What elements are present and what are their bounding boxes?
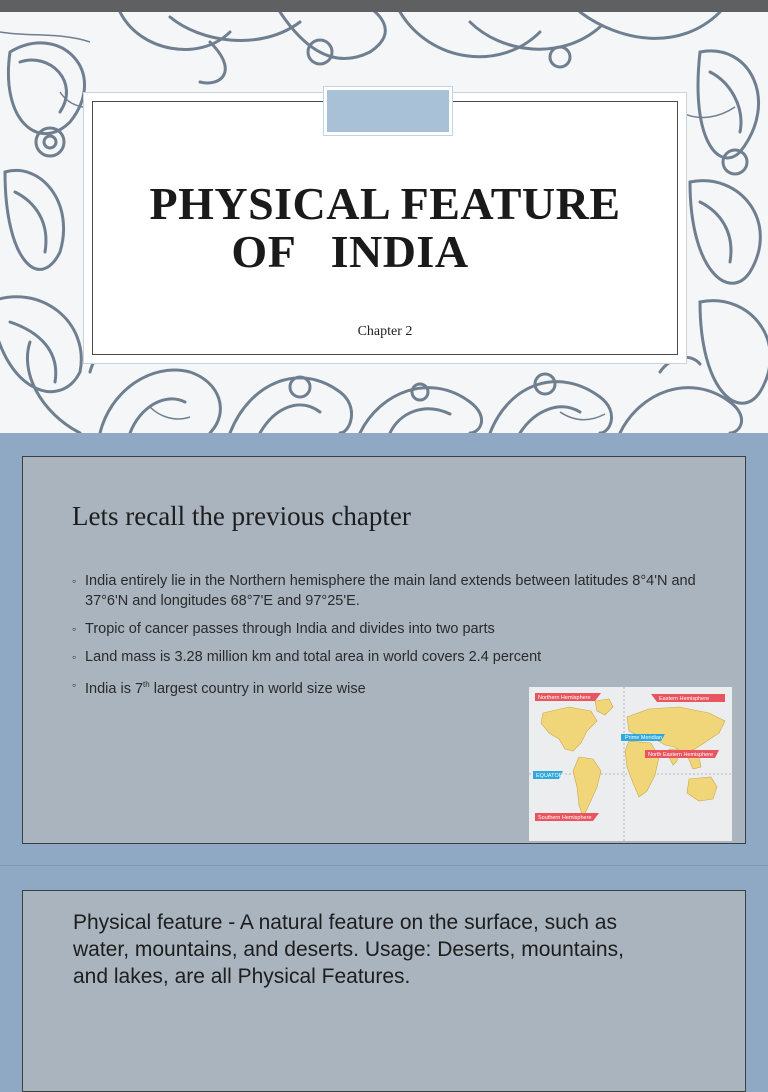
recall-slide [0, 433, 768, 865]
definition-content-box [22, 890, 746, 1092]
title-line-2: OF INDIA [231, 226, 469, 277]
bullet-marker: ◦ [72, 574, 77, 588]
map-label-eastern: Eastern Hemisphere [659, 696, 710, 702]
title-slide [0, 12, 768, 433]
map-label-ne: North Eastern Hemisphere [648, 752, 714, 758]
map-label-southern: Southern Hemisphere [538, 815, 592, 821]
title-card-border [92, 101, 678, 355]
bullet-item: ◦ Tropic of cancer passes through India and divides into two parts [72, 621, 495, 637]
map-label-northern: Northern Hemisphere [538, 695, 591, 701]
definition-text: Physical feature - A natural feature on the surface, such as water, mountains, and deserts. Usage: Deserts, mountains, and lakes, are all Physical Features. [73, 911, 624, 988]
bullet-item: ◦ India entirely lie in the Northern hemisphere the main land extends between latitudes 8°4'N and 37°6'N and longitudes 68°7'E and 97°25'E. [72, 573, 696, 609]
bullet-marker: ◦ [72, 622, 77, 636]
bullet-item: ◦ India is 7th largest country in world size wise [72, 675, 712, 699]
slide-title [93, 180, 677, 276]
title-tab-decoration [324, 87, 452, 135]
recall-content-box [22, 456, 746, 844]
top-bar [0, 0, 768, 12]
bullet-marker: ◦ [72, 650, 77, 664]
recall-heading: Lets recall the previous chapter [72, 501, 411, 531]
bullet-item: ◦ Land mass is 3.28 million km and total area in world covers 2.4 percent [72, 649, 542, 665]
map-label-prime: Prime Meridian [625, 735, 662, 741]
bullet-marker: ◦ [72, 678, 77, 692]
map-label-equator: EQUATOR [536, 773, 563, 779]
title-line-1: PHYSICAL FEATURE [149, 178, 621, 229]
world-hemisphere-map [529, 687, 732, 841]
title-card [83, 92, 687, 364]
definition-slide [0, 865, 768, 1025]
slide-subtitle: Chapter 2 [357, 324, 413, 339]
